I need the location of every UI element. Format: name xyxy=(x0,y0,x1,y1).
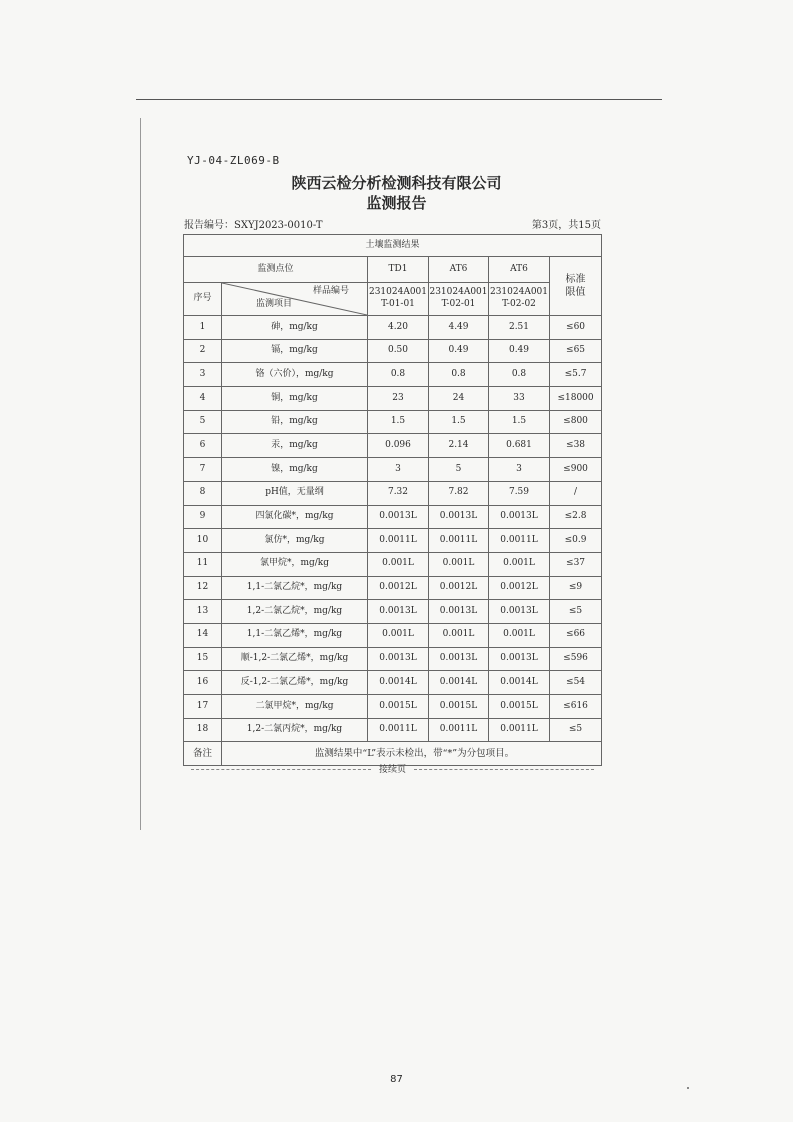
row-no: 6 xyxy=(184,434,222,458)
table-row xyxy=(184,316,602,340)
table-row xyxy=(184,434,602,458)
row-no: 8 xyxy=(184,481,222,505)
point-1: TD1 xyxy=(368,257,429,283)
row-value-2: 2.14 xyxy=(429,434,489,458)
row-value-3: 7.59 xyxy=(489,481,550,505)
row-value-2: 0.0012L xyxy=(429,576,489,600)
row-item: 二氯甲烷*，mg/kg xyxy=(222,695,368,719)
row-item: 镍，mg/kg xyxy=(222,458,368,482)
row-no: 11 xyxy=(184,552,222,576)
row-item: 镉，mg/kg xyxy=(222,339,368,363)
row-value-2: 0.0013L xyxy=(429,600,489,624)
row-item: 砷，mg/kg xyxy=(222,316,368,340)
standard-limit-header: 标准 限值 xyxy=(550,257,602,316)
row-value-1: 0.50 xyxy=(368,339,429,363)
row-limit: ≤5 xyxy=(550,718,602,742)
row-value-2: 0.8 xyxy=(429,363,489,387)
row-value-3: 1.5 xyxy=(489,410,550,434)
row-no: 12 xyxy=(184,576,222,600)
row-value-2: 0.49 xyxy=(429,339,489,363)
row-limit: ≤596 xyxy=(550,647,602,671)
row-value-1: 0.0015L xyxy=(368,695,429,719)
row-value-1: 0.0014L xyxy=(368,671,429,695)
diagonal-header-cell xyxy=(222,283,368,316)
table-row xyxy=(184,529,602,553)
sample-no-label: 样品编号 xyxy=(312,286,349,296)
row-limit: / xyxy=(550,481,602,505)
point-2: AT6 xyxy=(429,257,489,283)
row-item: 汞，mg/kg xyxy=(222,434,368,458)
row-limit: ≤800 xyxy=(550,410,602,434)
row-value-3: 0.681 xyxy=(489,434,550,458)
row-no: 1 xyxy=(184,316,222,340)
note-text: 监测结果中“L”表示未检出，带“*”为分包项目。 xyxy=(222,742,602,766)
continued-marker xyxy=(191,762,594,776)
row-value-1: 7.32 xyxy=(368,481,429,505)
row-limit: ≤66 xyxy=(550,623,602,647)
row-item: 铜，mg/kg xyxy=(222,387,368,411)
row-value-3: 0.0011L xyxy=(489,718,550,742)
report-number: 报告编号：SXYJ2023-0010-T xyxy=(184,220,323,231)
note-label: 备注 xyxy=(184,742,222,766)
table-row xyxy=(184,552,602,576)
row-limit: ≤2.8 xyxy=(550,505,602,529)
sample-3: 231024A001 T-02-02 xyxy=(489,283,550,316)
row-no: 13 xyxy=(184,600,222,624)
table-row xyxy=(184,647,602,671)
row-item: 1,1-二氯乙烷*，mg/kg xyxy=(222,576,368,600)
row-value-1: 4.20 xyxy=(368,316,429,340)
row-value-2: 0.0015L xyxy=(429,695,489,719)
table-row xyxy=(184,458,602,482)
table-caption: 土壤监测结果 xyxy=(184,235,602,257)
row-item: 1,2-二氯乙烷*，mg/kg xyxy=(222,600,368,624)
row-value-1: 0.0013L xyxy=(368,600,429,624)
row-item: 氯甲烷*，mg/kg xyxy=(222,552,368,576)
row-no: 16 xyxy=(184,671,222,695)
row-value-1: 0.0011L xyxy=(368,718,429,742)
row-value-3: 0.001L xyxy=(489,552,550,576)
row-no: 17 xyxy=(184,695,222,719)
row-item: 1,1-二氯乙烯*，mg/kg xyxy=(222,623,368,647)
row-limit: ≤65 xyxy=(550,339,602,363)
seq-header: 序号 xyxy=(184,283,222,316)
row-no: 2 xyxy=(184,339,222,363)
table-row xyxy=(184,576,602,600)
row-value-1: 0.0013L xyxy=(368,647,429,671)
row-item: 反-1,2-二氯乙烯*，mg/kg xyxy=(222,671,368,695)
item-label: 监测项目 xyxy=(256,299,293,310)
point-3: AT6 xyxy=(489,257,550,283)
row-no: 9 xyxy=(184,505,222,529)
row-no: 10 xyxy=(184,529,222,553)
row-no: 15 xyxy=(184,647,222,671)
row-item: pH值，无量纲 xyxy=(222,481,368,505)
row-value-2: 0.0011L xyxy=(429,529,489,553)
row-limit: ≤0.9 xyxy=(550,529,602,553)
row-value-3: 0.0012L xyxy=(489,576,550,600)
row-value-1: 23 xyxy=(368,387,429,411)
row-value-3: 3 xyxy=(489,458,550,482)
row-value-3: 0.0014L xyxy=(489,671,550,695)
table-row xyxy=(184,481,602,505)
row-no: 4 xyxy=(184,387,222,411)
row-value-2: 0.0013L xyxy=(429,647,489,671)
row-value-1: 0.8 xyxy=(368,363,429,387)
row-value-1: 1.5 xyxy=(368,410,429,434)
sample-1: 231024A001 T-01-01 xyxy=(368,283,429,316)
page-info: 第3页，共15页 xyxy=(531,220,601,231)
row-value-3: 0.0013L xyxy=(489,647,550,671)
row-no: 5 xyxy=(184,410,222,434)
continued-text: 接续页 xyxy=(378,765,406,775)
row-item: 四氯化碳*，mg/kg xyxy=(222,505,368,529)
row-value-3: 0.0015L xyxy=(489,695,550,719)
soil-results-table xyxy=(183,234,602,766)
row-limit: ≤9 xyxy=(550,576,602,600)
binding-margin-line xyxy=(140,118,141,830)
row-value-3: 0.001L xyxy=(489,623,550,647)
company-name: 陕西云检分析检测科技有限公司 xyxy=(291,174,502,192)
table-row xyxy=(184,671,602,695)
row-value-1: 0.096 xyxy=(368,434,429,458)
row-value-3: 33 xyxy=(489,387,550,411)
table-row xyxy=(184,600,602,624)
row-value-2: 4.49 xyxy=(429,316,489,340)
row-value-1: 0.001L xyxy=(368,623,429,647)
table-row xyxy=(184,623,602,647)
row-value-1: 0.0011L xyxy=(368,529,429,553)
row-limit: ≤18000 xyxy=(550,387,602,411)
row-value-2: 5 xyxy=(429,458,489,482)
row-limit: ≤60 xyxy=(550,316,602,340)
page-number: 87 xyxy=(390,1074,403,1085)
continued-dash-right xyxy=(414,769,594,770)
row-value-3: 0.0011L xyxy=(489,529,550,553)
row-value-2: 0.001L xyxy=(429,552,489,576)
sample-2: 231024A001 T-02-01 xyxy=(429,283,489,316)
row-no: 14 xyxy=(184,623,222,647)
row-value-1: 0.0013L xyxy=(368,505,429,529)
row-value-2: 24 xyxy=(429,387,489,411)
scan-dot xyxy=(687,1087,689,1089)
row-value-3: 0.8 xyxy=(489,363,550,387)
row-value-2: 0.0014L xyxy=(429,671,489,695)
row-limit: ≤5 xyxy=(550,600,602,624)
row-no: 7 xyxy=(184,458,222,482)
row-limit: ≤37 xyxy=(550,552,602,576)
form-code: YJ-04-ZL069-B xyxy=(187,154,280,167)
row-value-3: 0.0013L xyxy=(489,505,550,529)
row-limit: ≤900 xyxy=(550,458,602,482)
row-value-2: 7.82 xyxy=(429,481,489,505)
row-no: 3 xyxy=(184,363,222,387)
row-no: 18 xyxy=(184,718,222,742)
row-value-3: 2.51 xyxy=(489,316,550,340)
point-label: 监测点位 xyxy=(184,257,368,283)
row-limit: ≤5.7 xyxy=(550,363,602,387)
row-value-3: 0.0013L xyxy=(489,600,550,624)
row-value-3: 0.49 xyxy=(489,339,550,363)
row-value-2: 0.001L xyxy=(429,623,489,647)
row-value-2: 0.0013L xyxy=(429,505,489,529)
table-row xyxy=(184,387,602,411)
table-row xyxy=(184,410,602,434)
report-title: 监测报告 xyxy=(366,194,427,212)
table-row xyxy=(184,718,602,742)
table-row xyxy=(184,339,602,363)
row-item: 顺-1,2-二氯乙烯*，mg/kg xyxy=(222,647,368,671)
row-item: 铬（六价），mg/kg xyxy=(222,363,368,387)
row-value-1: 0.0012L xyxy=(368,576,429,600)
table-row xyxy=(184,695,602,719)
table-row xyxy=(184,363,602,387)
table-row xyxy=(184,505,602,529)
row-value-1: 3 xyxy=(368,458,429,482)
row-value-1: 0.001L xyxy=(368,552,429,576)
row-limit: ≤38 xyxy=(550,434,602,458)
row-item: 铅，mg/kg xyxy=(222,410,368,434)
row-limit: ≤616 xyxy=(550,695,602,719)
row-item: 氯仿*，mg/kg xyxy=(222,529,368,553)
row-limit: ≤54 xyxy=(550,671,602,695)
row-value-2: 0.0011L xyxy=(429,718,489,742)
row-item: 1,2-二氯丙烷*，mg/kg xyxy=(222,718,368,742)
top-rule xyxy=(136,99,662,100)
row-value-2: 1.5 xyxy=(429,410,489,434)
